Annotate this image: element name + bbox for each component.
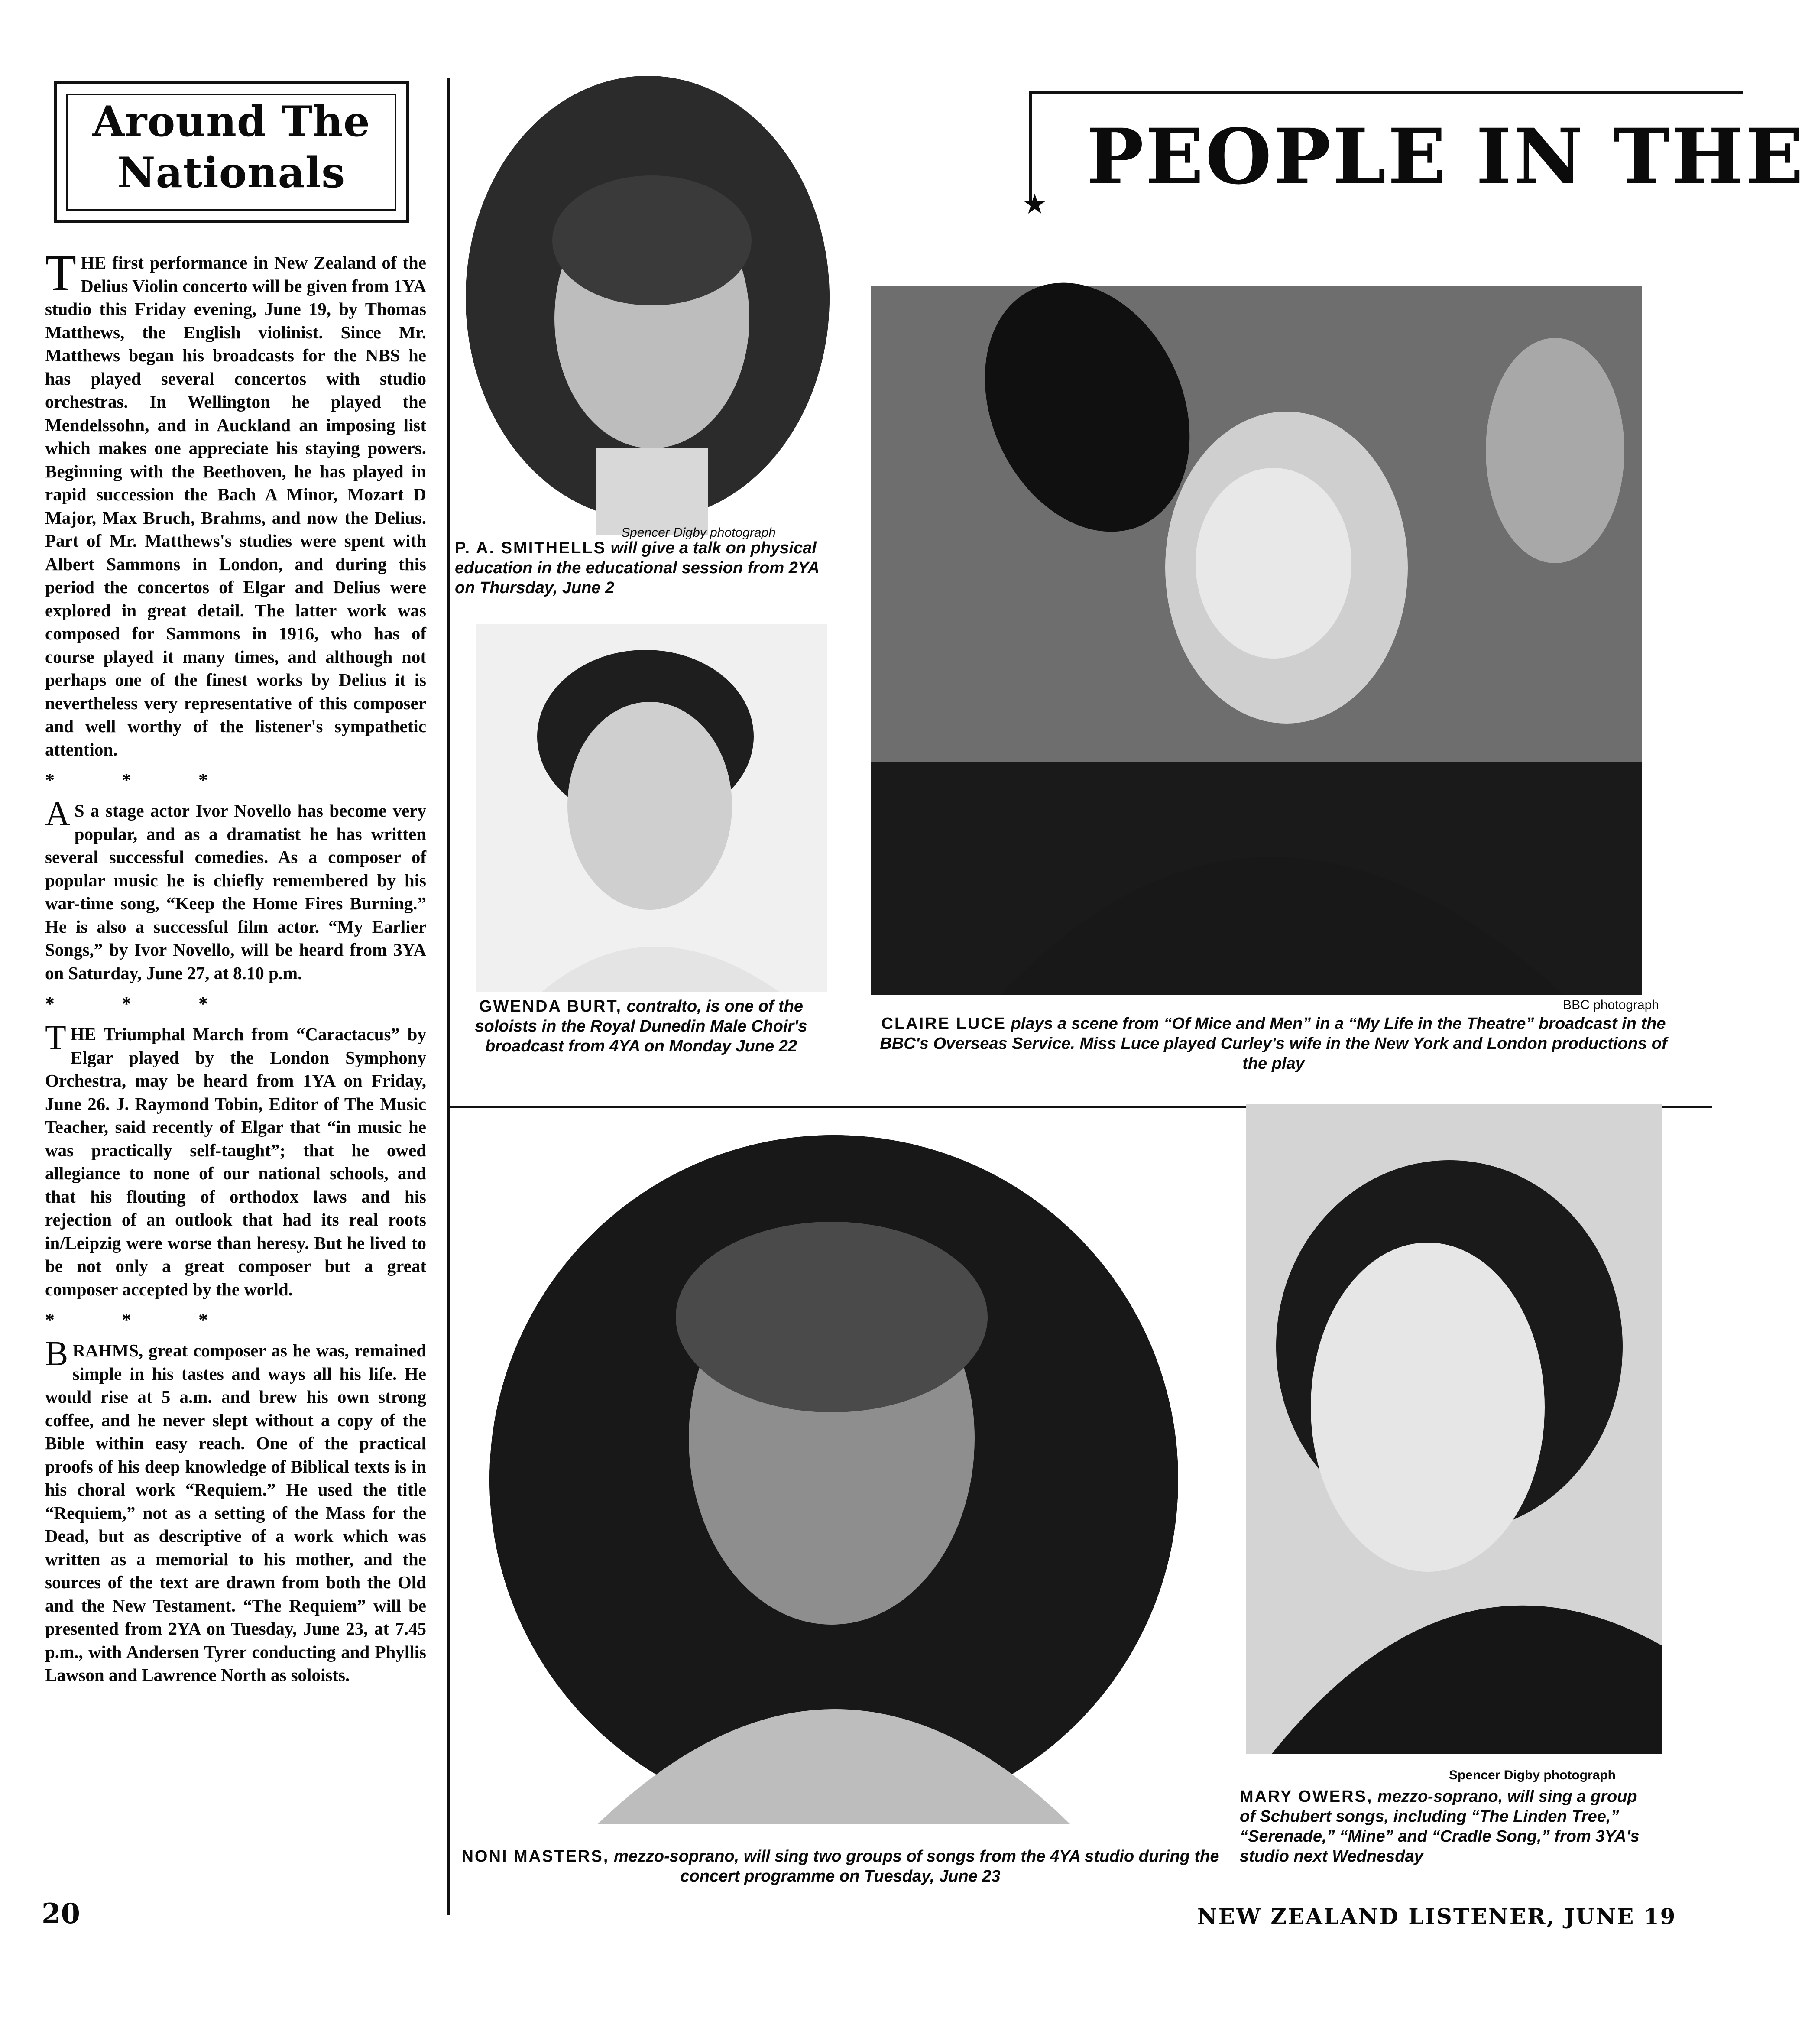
column-rule	[447, 78, 450, 1915]
owers-caption: MARY OWERS, mezzo-soprano, will sing a group of Schubert songs, including “The Linden Tree,” “Serenade,” “Mine” and “Cradle Song,” from 3YA's studio next Wednesday	[1240, 1788, 1640, 1866]
luce-caption: CLAIRE LUCE plays a scene from “Of Mice and Men” in a “My Life in the Theatre” broadcast in the BBC's Overseas Service. Miss Luce played Curley's wife in the New York and London productions of the play	[880, 1015, 1667, 1073]
owers-photo	[1246, 1104, 1662, 1754]
drop-cap: T	[45, 1019, 66, 1057]
section-separator: * * *	[45, 993, 239, 1014]
people-header-title: PEOPLE IN THE	[1086, 112, 1805, 201]
smithells-caption: P. A. SMITHELLS will give a talk on physical education in the educational session from 2YA on Thursday, June 2	[455, 539, 819, 597]
photo-credit: BBC photograph	[1563, 998, 1659, 1012]
luce-photo	[871, 286, 1642, 995]
smithells-photo	[466, 76, 830, 520]
burt-caption: GWENDA BURT, contralto, is one of the soloists in the Royal Dunedin Male Choir's broadcast from 4YA on Monday June 22	[475, 997, 807, 1055]
star-icon: ★	[1022, 188, 1047, 221]
burt-photo	[476, 624, 827, 992]
masters-photo	[489, 1135, 1178, 1824]
article-item: THE first performance in New Zealand of the Delius Violin concerto will be given from 1YA studio this Friday evening, June 19, by Thomas Matthews, the English violinist. Since Mr. Matthews began his broadcasts for the NBS he has played several concertos with studio orchestras. In Wellington he played the Mendelssohn, and in Auckland an imposing list which makes one appreciate his staying powers. Beginning with the Beethoven, he has played in rapid succession the Bach A Minor, Mozart D Major, Max Bruch, Brahms, and now the Delius. Part of Mr. Matthews's studies were spent with Albert Sammons in London, and during this period the concertos of Elgar and Delius were explored in great detail. The latter work was composed for Sammons in 1916, who has of course played it many times, and although not perhaps one of the finest works by Delius it is nevertheless very representative of this composer and well worthy of the listener's sympathetic attention.	[45, 244, 426, 759]
drop-cap: B	[45, 1335, 68, 1373]
photo-credit: Spencer Digby photograph	[1449, 1768, 1616, 1782]
masters-caption: NONI MASTERS, mezzo-soprano, will sing two groups of songs from the 4YA studio during the concert programme on Tuesday, June 23	[461, 1847, 1219, 1885]
section-separator: * * *	[45, 769, 239, 791]
masthead: NEW ZEALAND LISTENER, JUNE 19	[1197, 1904, 1677, 1929]
page-number: 20	[42, 1898, 81, 1930]
drop-cap: A	[45, 795, 70, 833]
nationals-heading: Around The Nationals	[92, 97, 370, 197]
article-item: BRAHMS, great composer as he was, remained simple in his tastes and ways all his life. He would rise at 5 a.m. and brew his own strong coffee, and he never slept without a copy of the Bible within easy reach. One of the practical proofs of his deep knowledge of Biblical texts is in his choral work “Requiem.” He used the title “Requiem,” not as a setting of the Mass for the Dead, but as descriptive of a work which was written as a memorial to his mother, and the sources of the text are drawn from both the Old and the New Testament. “The Requiem” will be presented from 2YA on Tuesday, June 23, at 7.45 p.m., with Andersen Tyrer conducting and Phyllis Lawson and Lawrence North as soloists.	[45, 1335, 426, 1685]
article-item: THE Triumphal March from “Caractacus” by Elgar played by the London Symphony Orchestra, may be heard from 1YA on Friday, June 26. J. Raymond Tobin, Editor of The Music Teacher, said recently of Elgar that “in music he was practically self-taught”; that he owed allegiance to none of our national schools, and that his flouting of orthodox laws and his rejection of an outlook that had its real roots in/Leipzig were worse than heresy. But he lived to be not only a great composer but a great composer accepted by the world.	[45, 1019, 426, 1299]
article-item: A S a stage actor Ivor Novello has become very popular, and as a dramatist he has written several successful comedies. As a composer of popular music he is chiefly remembered by his war-time song, “Keep the Home Fires Burning.” He is also a successful film actor. “My Earlier Songs,” by Ivor Novello, will be heard from 3YA on Saturday, June 27, at 8.10 p.m.	[45, 795, 426, 983]
drop-cap: T	[45, 244, 77, 301]
section-separator: * * *	[45, 1309, 239, 1330]
nationals-column	[45, 244, 426, 1687]
photo-credit: Spencer Digby photograph	[621, 526, 776, 540]
